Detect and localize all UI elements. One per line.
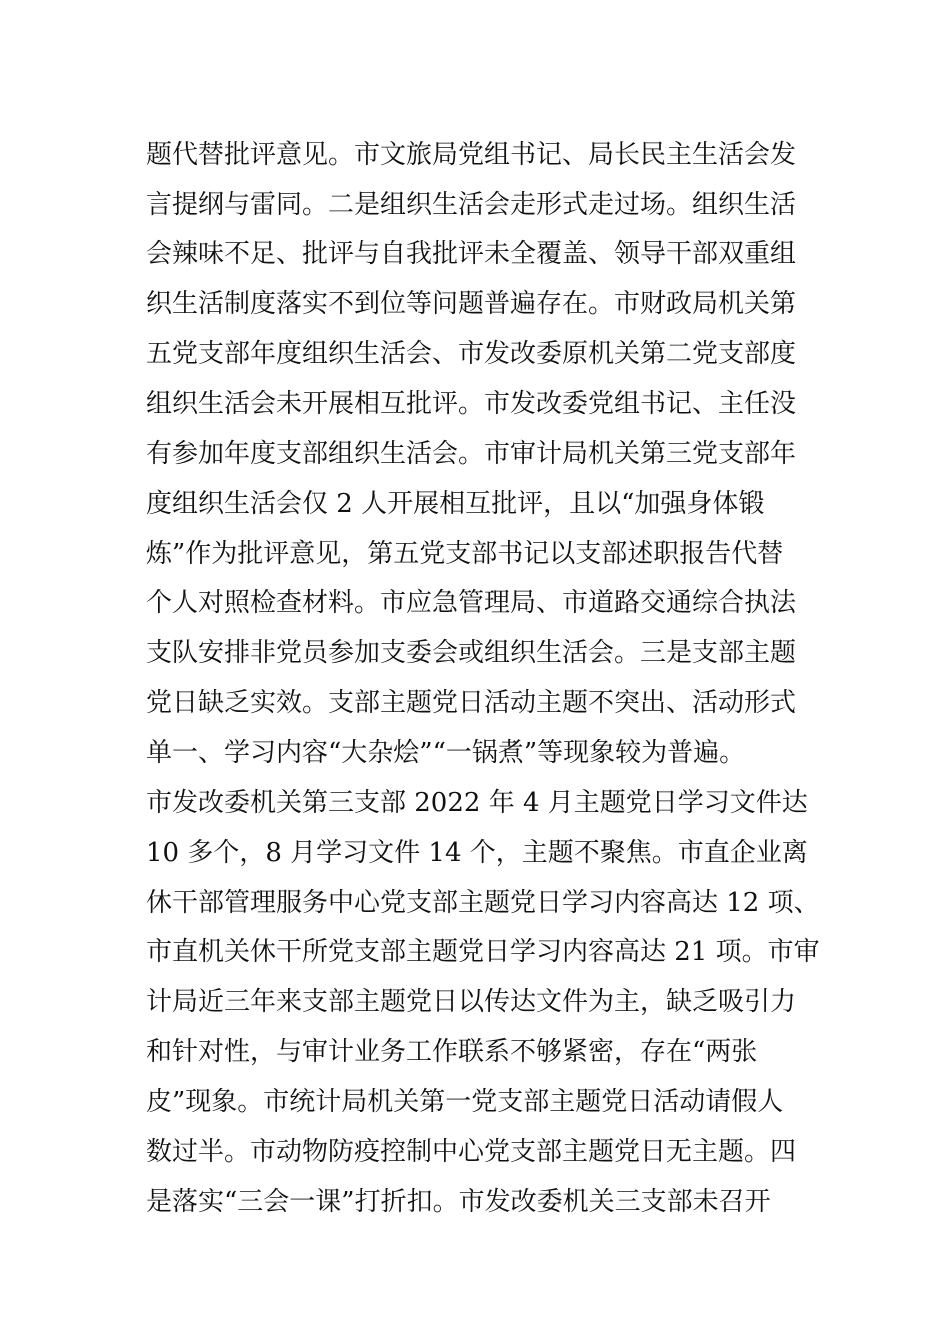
- text-line: 皮”现象。市统计局机关第一党支部主题党日活动请假人: [146, 1087, 784, 1117]
- text-line: 会辣味不足、批评与自我批评未全覆盖、领导干部双重组: [146, 239, 797, 269]
- text-line: 市发改委机关第三支部 2022 年 4 月主题党日学习文件达: [146, 788, 808, 818]
- text-line: 题代替批评意见。市文旅局党组书记、局长民主生活会发: [146, 140, 797, 170]
- text-line: 组织生活会未开展相互批评。市发改委党组书记、主任没: [146, 389, 797, 419]
- text-line: 是落实“三会一课”打折扣。市发改委机关三支部未召开: [146, 1187, 771, 1217]
- text-line: 单一、学习内容“大杂烩”“一锅煮”等现象较为普遍。: [146, 738, 746, 768]
- text-line: 五党支部年度组织生活会、市发改委原机关第二党支部度: [146, 339, 797, 369]
- text-line: 数过半。市动物防疫控制中心党支部主题党日无主题。四: [146, 1137, 797, 1167]
- text-line: 织生活制度落实不到位等问题普遍存在。市财政局机关第: [146, 289, 797, 319]
- text-line: 和针对性，与审计业务工作联系不够紧密，存在“两张: [146, 1037, 758, 1067]
- text-line: 度组织生活会仅 2 人开展相互批评，且以“加强身体锻: [146, 489, 765, 519]
- text-line: 党日缺乏实效。支部主题党日活动主题不突出、活动形式: [146, 688, 797, 718]
- text-line: 言提纲与雷同。二是组织生活会走形式走过场。组织生活: [146, 190, 797, 220]
- text-line: 10 多个，8 月学习文件 14 个，主题不聚焦。市直企业离: [146, 838, 808, 868]
- text-line: 计局近三年来支部主题党日以传达文件为主，缺乏吸引力: [146, 987, 797, 1017]
- text-line: 个人对照检查材料。市应急管理局、市道路交通综合执法: [146, 588, 797, 618]
- text-line: 炼”作为批评意见，第五党支部书记以支部述职报告代替: [146, 539, 784, 569]
- text-line: 休干部管理服务中心党支部主题党日学习内容高达 12 项、: [146, 888, 820, 918]
- text-line: 有参加年度支部组织生活会。市审计局机关第三党支部年: [146, 439, 797, 469]
- text-line: 市直机关休干所党支部主题党日学习内容高达 21 项。市审: [146, 937, 820, 967]
- text-line: 支队安排非党员参加支委会或组织生活会。三是支部主题: [146, 638, 797, 668]
